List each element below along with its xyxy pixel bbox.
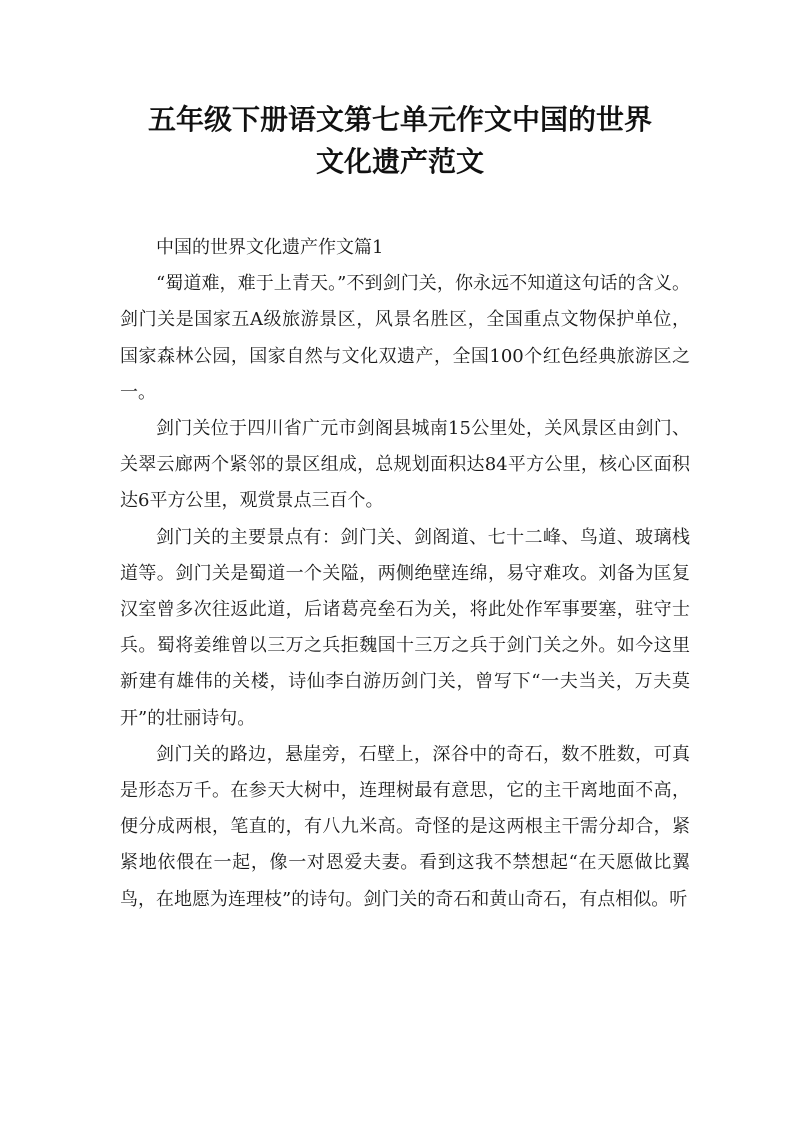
document-body <box>120 230 690 918</box>
paragraph-2: 剑门关位于四川省广元市剑阁县城南15公里处，关风景区由剑门、关翠云廊两个紧邻的景区组成，总规划面积达84平方公里，核心区面积达6平方公里，观赏景点三百个。 <box>120 418 690 512</box>
paragraph-3: 剑门关的主要景点有：剑门关、剑阁道、七十二峰、鸟道、玻璃栈道等。剑门关是蜀道一个关隘，两侧绝壁连绵，易守难攻。刘备为匡复汉室曾多次往返此道，后诸葛亮垒石为关，将此处作军事要塞，驻守士兵。蜀将姜维曾以三万之兵拒魏国十三万之兵于剑门关之外。如今这里新建有雄伟的关楼，诗仙李白游历剑门关，曾写下“一夫当关，万夫莫开”的壮丽诗句。 <box>120 526 690 729</box>
paragraph-4: 剑门关的路边，悬崖旁，石壁上，深谷中的奇石，数不胜数，可真是形态万千。在参天大树中，连理树最有意思，它的主干离地面不高，便分成两根，笔直的，有八九米高。奇怪的是这两根主干需分却合，紧紧地依偎在一起，像一对恩爱夫妻。看到这我不禁想起“在天愿做比翼鸟，在地愿为连理枝”的诗句。剑门关的奇石和黄山奇石，有点相似。听 <box>120 743 690 910</box>
paragraph-1: “蜀道难，难于上青天。”不到剑门关，你永远不知道这句话的含义。剑门关是国家五A级旅游景区，风景名胜区，全国重点文物保护单位，国家森林公园，国家自然与文化双遗产，全国100个红色经典旅游区之一。 <box>120 273 690 403</box>
section-heading: 中国的世界文化遗产作文篇1 <box>156 237 384 258</box>
document-title-line-1: 五年级下册语文第七单元作文中国的世界 <box>147 103 652 136</box>
document-title-line-2: 文化遗产范文 <box>315 145 484 178</box>
